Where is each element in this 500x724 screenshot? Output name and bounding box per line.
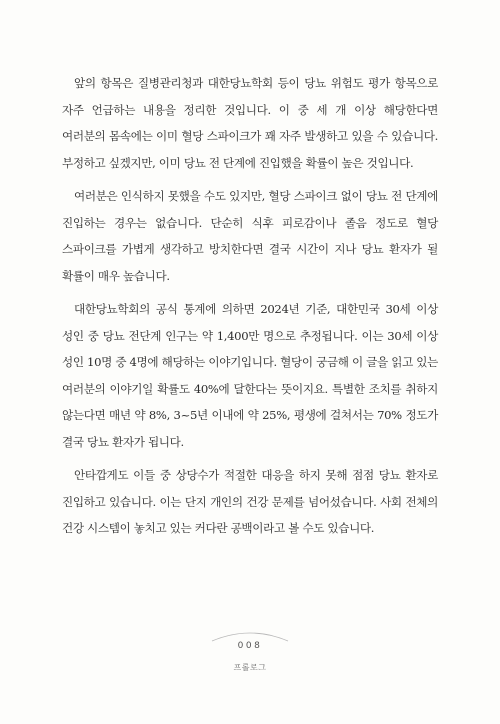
- paragraph-2: 여러분은 인식하지 못했을 수도 있지만, 혈당 스파이크 없이 당뇨 전 단계에 진입하는 경우는 없습니다. 단순히 식후 피로감이나 졸음 정도로 혈당 스파이크를 가볍게 생각하고 방치한다면 결국 시간이 지나 당뇨 환자가 될 확률이 매우 높습니다.: [62, 189, 438, 283]
- page-number: 008: [237, 641, 263, 651]
- paragraph-1: 앞의 항목은 질병관리청과 대한당뇨학회 등이 당뇨 위험도 평가 항목으로 자주 언급하는 내용을 정리한 것입니다. 이 중 세 개 이상 해당한다면 여러분의 몸속에는 이미 혈당 스파이크가 꽤 자주 발생하고 있을 수 있습니다. 부정하고 싶겠지만, 이미 당뇨 전 단계에 진입했을 확률이 높은 것입니다.: [62, 76, 438, 170]
- paragraph-4: 안타깝게도 이들 중 상당수가 적절한 대응을 하지 못해 점점 당뇨 환자로 진입하고 있습니다. 이는 단지 개인의 건강 문제를 넘어섰습니다. 사회 전체의 건강 시스템이 놓치고 있는 커다란 공백이라고 볼 수도 있습니다.: [62, 468, 438, 535]
- chapter-label: 프롤로그: [233, 663, 267, 672]
- page-footer: [0, 628, 500, 672]
- page-body: [62, 70, 438, 549]
- paragraph-3: 대한당뇨학회의 공식 통계에 의하면 2024년 기준, 대한민국 30세 이상 성인 중 당뇨 전단계 인구는 약 1,400만 명으로 추정됩니다. 이는 30세 이상 성인 10명 중 4명에 해당하는 이야기입니다. 혈당이 궁금해 이 글을 읽고 있는 여러분의 이야기일 확률도 40%에 달한다는 뜻이지요. 특별한 조치를 취하지 않는다면 매년 약 8%, 3~5년 이내에 약 25%, 평생에 걸쳐서는 70% 정도가 결국 당뇨 환자가 됩니다.: [62, 302, 438, 449]
- page-number-arc-ornament: [210, 628, 290, 642]
